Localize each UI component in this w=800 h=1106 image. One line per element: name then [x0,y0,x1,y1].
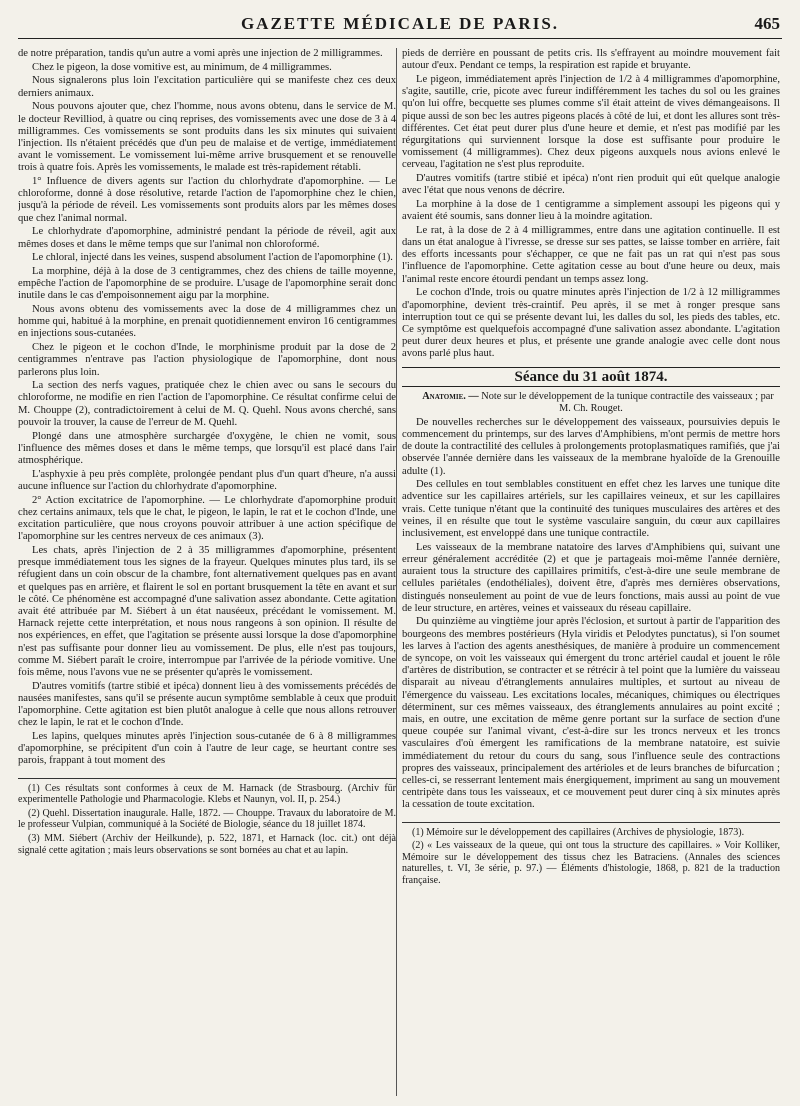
paragraph: Nous avons obtenu des vomissements avec la dose de 4 milligrammes chez un homme qui, habitué à la morphine, en prenait quotidiennement environ 16 centigrammes en injections sous-cutanées. [18,304,396,340]
paragraph: Nous signalerons plus loin l'excitation particulière qui se manifeste chez ces deux derniers animaux. [18,75,396,99]
paragraph: L'asphyxie à peu près complète, prolongée pendant plus d'un quart d'heure, n'a aussi aucune influence sur l'action du chlorhydrate d'apomorphine. [18,468,396,492]
footnote: (2) « Les vaisseaux de la queue, qui ont tous la structure des capillaires. » Voir Kolliker, Mémoire sur le développement des tissus chez les Batraciens. (Annales des sciences naturelles, t. VI, 3e série, p. 97.) — Éléments d'histologie, 1868, p. 821 de la traduction française. [402,840,780,887]
paragraph: pieds de derrière en poussant de petits cris. Ils s'effrayent au moindre mouvement fait autour d'eux. Pendant ce temps, la respiration est rapide et bruyante. [402,48,780,72]
paragraph: Les lapins, quelques minutes après l'injection sous-cutanée de 6 à 8 milligrammes d'apomorphine, se précipitent d'un coin à l'autre de leur cage, se heurtant contre ses parois, frappant à tout moment des [18,730,396,767]
paragraph: D'autres vomitifs (tartre stibié et ipéca) donnent lieu à des vomissements précédés de nausées manifestes, sans qu'il se présente aucun symptôme semblable à ceux que produit l'apomorphine. Cette agitation est bien plutôt analogue à celle que nous allons retrouver chez le lapin, le rat et le cochon d'Inde. [18,680,396,729]
paragraph: Le rat, à la dose de 2 à 4 milligrammes, entre dans une agitation continuelle. Il est dans un état analogue à l'ivresse, se dresse sur ses pattes, se laisse tomber en arrière, fait des efforts incessants pour s'échapper, ce que ne fait pas un rat qui n'est pas sous l'influence de l'apomorphine. Cette agitation cesse au bout d'une heure ou deux, mais l'animal reste encore étourdi pendant un temps assez long. [402,224,780,285]
footnote: (3) MM. Siébert (Archiv der Heilkunde), p. 522, 1871, et Harnack (loc. cit.) ont déjà signalé cette agitation ; mais leurs observations se sont bornées au chat et au lapin. [18,832,396,856]
paragraph: Le pigeon, immédiatement après l'injection de 1/2 à 4 milligrammes d'apomorphine, s'agite, sautille, crie, picote avec fureur indifféremment les taches du sol ou les graines qu'on lui offre, becquette ses plumes comme s'il était atteint de vives démangeaisons. Il pique aussi de son bec les autres pigeons placés à côté de lui, et dont les allures sont très-différentes. Cet état peut durer plus d'une heure et demie, et n'est pas modifié par les régurgitations qui surviennent lorsque la dose est suffisante pour produire le vomissement (4 milligrammes). Chez deux pigeons auxquels nous avions enlevé le cerveau, l'agitation ne s'est plus reproduite. [402,73,780,171]
page-header [18,12,782,39]
paragraph: Les chats, après l'injection de 2 à 35 milligrammes d'apomorphine, présentent presque immédiatement tous les signes de la frayeur. Quelques minutes plus tard, ils se réfugient dans un coin obscur de la chambre, font alternativement quelques pas en avant et quelques pas en arrière, et flairent le sol en portant brusquement la tête en avant et sur le côté. Ce phénomène est accompagné d'une salivation assez abondante. Cette agitation avait été attribuée par M. Siébert à un état nauséeux, précédant le vomissement. M. Harnack rejette cette interprétation, et nous nous rangeons à son opinion. Il résulte de nos expériences, en effet, que l'agitation se présente aussi lorsque la dose d'apomorphine n'est pas suffisante pour donner lieu au vomissement. De plus, elle n'est pas toujours, comme M. Siébert paraît le croire, interrompue par l'arrivée de la période vomitive. Une fois même, nous l'avons vue ne se présenter qu'après le vomissement. [18,544,396,678]
right-column [402,48,780,1098]
paragraph: Chez le pigeon et le cochon d'Inde, le morphinisme produit par la dose de 2 centigrammes n'entrave pas l'action physiologique de l'apomorphine, dont nous parlerons plus loin. [18,342,396,378]
footnote: (2) Quehl. Dissertation inaugurale. Halle, 1872. — Chouppe. Travaux du laboratoire de M. le professeur Vulpian, communiqué à la Société de Biologie, séance du 18 juillet 1874. [18,807,396,831]
paragraph: La section des nerfs vagues, pratiquée chez le chien avec ou sans le secours du chloroforme, ne modifie en rien l'action de l'apomorphine. Ce résultat confirme celui de M. Chouppe (2), contradictoirement à celui de M. Q. Quehl. Nous avons cherché, sans pouvoir la trouver, la cause de l'erreur de M. Quehl. [18,380,396,428]
footnotes-right [402,822,780,887]
paragraph: La morphine à la dose de 1 centigramme a simplement assoupi les pigeons qui y avaient été soumis, sans donner lieu à la moindre agitation. [402,198,780,223]
paragraph: Les vaisseaux de la membrane natatoire des larves d'Amphibiens qui, suivant une erreur généralement accréditée (2) et que je partageais moi-même l'année dernière, auraient tous la structure des capillaires primitifs, c'est-à-dire une seule membrane de cellules pariétales (endothéliales), doivent être, d'après mes dernières observations, distingués nonseulement au point de vue de leurs fonctions, mais aussi au point de vue de leur structure, en artères, veines et vaisseaux du réseau capillaire. [402,541,780,614]
paragraph: Des cellules en tout semblables constituent en effet chez les larves une tunique dite adventice sur les capillaires artériels, sur les capillaires veineux, et sur les capillaires vrais. Cette tunique n'étant que la continuité des tuniques musculaires des artères et des veines, il en résulte que tout le système vasculaire sanguin, du cœur aux capillaires inclusivement, est enveloppé dans une tunique contractile. [402,479,780,540]
left-column [18,48,396,1098]
paragraph: De nouvelles recherches sur le développement des vaisseaux, poursuivies depuis le commencement du printemps, sur des larves d'Amphibiens, m'ont permis de mettre hors de doute la contractilité des cellules à prolongements protoplasmatiques ramifiés, que j'ai observée l'année dernière dans les vaisseaux de la membrane hyaloïde de la Grenouille adulte (1). [402,416,780,477]
column-divider [396,48,397,1096]
journal-title: GAZETTE MÉDICALE DE PARIS. [240,14,560,33]
paragraph: Le chloral, injecté dans les veines, suspend absolument l'action de l'apomorphine (1). [32,252,393,264]
paragraph: Le chlorhydrate d'apomorphine, administré pendant la période de réveil, agit aux mêmes doses et dans le même temps que sur l'animal non chloroformé. [18,226,396,250]
paragraph: La morphine, déjà à la dose de 3 centigrammes, chez des chiens de taille moyenne, empêche l'action de l'apomorphine de se produire. L'usage de l'apomorphine serait donc inutile dans le cas d'empoisonnement aigu par la morphine. [18,265,396,302]
footnotes-left [18,778,396,857]
article-heading [402,391,780,415]
article-section: Anatomie. — [422,390,479,402]
paragraph: 1° Influence de divers agents sur l'action du chlorhydrate d'apomorphine. — Le chloroforme, donné à dose résolutive, retarde l'action de l'apomorphine chez le chien, jusqu'à la période de réveil. Les vomissements sont produits alors par les mêmes doses que chez l'animal normal. [18,176,396,224]
paragraph: 2° Action excitatrice de l'apomorphine. — Le chlorhydrate d'apomorphine produit chez certains animaux, tels que le chat, le pigeon, le lapin, le rat et le cochon d'Inde, une excitation particulière, que nous croyons pouvoir attribuer à une action spécifique de l'apomorphine sur les centres nerveux de ces animaux (3). [18,494,396,543]
paragraph: D'autres vomitifs (tartre stibié et ipéca) n'ont rien produit qui eût quelque analogie avec l'état que nous venons de décrire. [402,173,780,197]
paragraph: de notre préparation, tandis qu'un autre a vomi après une injection de 2 milligrammes. [18,48,383,59]
paragraph: Plongé dans une atmosphère surchargée d'oxygène, le chien ne vomit, sous l'influence des mêmes doses et dans le même temps, que lorsqu'il est placé dans l'air atmosphérique. [18,430,396,466]
footnote: (1) Mémoire sur le développement des capillaires (Archives de physiologie, 1873). [412,826,745,838]
paragraph: Le cochon d'Inde, trois ou quatre minutes après l'injection de 1/2 à 12 milligrammes d'apomorphine, devient très-craintif. Peu après, il se met à ronger presque sans interruption tout ce qui se présente devant lui, les dalles du sol, les pieds des tables, etc. Ce symptôme est quelquefois accompagné d'une salivation assez abondante. L'agitation peut durer deux heures et plus, et présente une grande analogie avec celle dont nous avons parlé plus haut. [402,287,780,360]
page-number: 465 [754,14,780,33]
paragraph: Nous pouvons ajouter que, chez l'homme, nous avons obtenu, dans le service de M. le docteur Revilliod, à quatre ou cinq reprises, des vomissements avec une dose de 3 à 4 milligrammes. Ces vomissements se sont produits dans les six minutes qui suivaient l'injection. Ils n'étaient précédés que d'un peu de malaise et de vertige, immédiatement avant le vomissement. Le vomissement lui-même arrive brusquement et se renouvelle trois à quatre fois. Après les vomissements, le malade est très-rapidement rétabli. [18,101,396,174]
paragraph: Chez le pigeon, la dose vomitive est, au minimum, de 4 milligrammes. [32,61,332,73]
session-heading: Séance du 31 août 1874. [402,367,780,387]
paragraph: Du quinzième au vingtième jour après l'éclosion, et surtout à partir de l'apparition des bourgeons des membres postérieurs (Hyla viridis et Pelodytes punctatus), si l'on soumet les larves à l'action des agents anesthésiques, de manière à produire un commencement de syncope, on voit les vaisseaux qui émergent du tronc artériel caudal et jouent le rôle d'artères de distribution, se contracter et se rétrécir à tel point que la lumière du vaisseau disparait au niveau d'étranglements annulaires multiples, et surtout au niveau de l'émergence du vaisseau. Les excitations locales, mécaniques, chimiques ou électriques déterminent, sur ces mêmes vaisseaux, des étranglements annulaires au point excité ; mais, en outre, une excitation de même genre portant sur la surface de section d'une queue coupée sur l'animal vivant, c'est-à-dire sur les troncs nerveux et les troncs vasculaires d'où émergent les ramifications de la membrane natatoire, est suivie immédiatement du retour du cours du sang, sous l'influence seule des contractions propres des vaisseaux, principalement des artérioles et de leurs branches de bifurcation ; celles-ci, se resserrant lentement mais énergiquement, impriment au sang un mouvement centripète dans tous les vaisseaux, et ce mouvement peut durer cinq à six minutes après la cessation de toute excitation. [402,616,780,811]
footnote: (1) Ces résultats sont conformes à ceux de M. Harnack (de Strasbourg. (Archiv für experimentelle Pathologie und Pharmacologie. Klebs et Naunyn, vol. II, p. 254.) [18,782,396,806]
article-title: Note sur le développement de la tunique contractile des vaisseaux ; par M. Ch. Rouget. [481,390,774,414]
